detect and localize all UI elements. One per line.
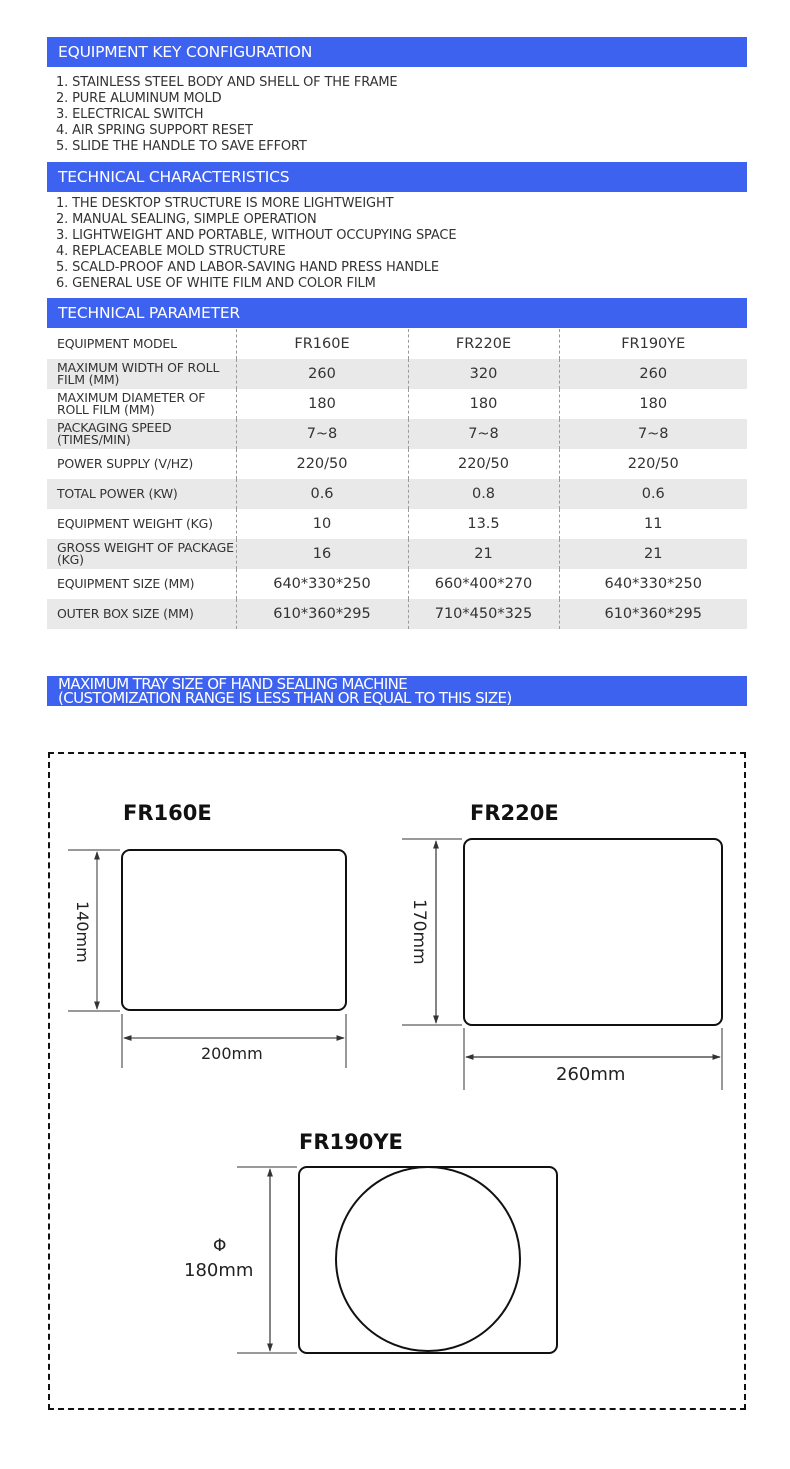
- cell-value: 180: [639, 396, 668, 412]
- cell-value: FR190YE: [621, 336, 686, 352]
- row-label: EQUIPMENT SIZE (MM): [47, 569, 236, 599]
- list-item: 2. PURE ALUMINUM MOLD: [56, 91, 222, 106]
- fr160e-height-label: 140mm: [73, 901, 92, 963]
- cell-value: 16: [236, 539, 408, 569]
- cell-value: 220/50: [236, 449, 408, 479]
- cell-value: 640*330*250: [604, 576, 703, 592]
- cell-value: 21: [408, 539, 559, 569]
- cell-value: 7~8: [559, 419, 747, 449]
- section-header-technical-characteristics: TECHNICAL CHARACTERISTICS: [47, 162, 747, 192]
- cell-value: 11: [644, 516, 663, 532]
- row-label: POWER SUPPLY (V/HZ): [47, 449, 236, 479]
- diameter-symbol: Φ: [213, 1236, 227, 1256]
- cell-value: 0.8: [408, 479, 559, 509]
- list-item: 1. STAINLESS STEEL BODY AND SHELL OF THE FRAME: [56, 75, 398, 90]
- row-label: MAXIMUM WIDTH OF ROLL FILM (MM): [47, 359, 236, 389]
- cell-value: 220/50: [408, 449, 559, 479]
- row-label: TOTAL POWER (KW): [47, 479, 236, 509]
- cell-value: 260: [236, 359, 408, 389]
- fr220e-height-label: 170mm: [409, 899, 429, 965]
- cell-value: 10: [236, 509, 408, 539]
- section-header-technical-parameter: TECHNICAL PARAMETER: [47, 298, 747, 328]
- fr160e-title: FR160E: [123, 801, 212, 825]
- cell-value: 610*360*295: [236, 599, 408, 629]
- list-item: 5. SLIDE THE HANDLE TO SAVE EFFORT: [56, 139, 307, 154]
- cell-value: 640*330*250: [236, 569, 408, 599]
- cell-value: 610*360*295: [559, 599, 747, 629]
- list-item: 5. SCALD-PROOF AND LABOR-SAVING HAND PRESS HANDLE: [56, 260, 439, 275]
- list-item: 2. MANUAL SEALING, SIMPLE OPERATION: [56, 212, 317, 227]
- cell-value: 710*450*325: [408, 599, 559, 629]
- list-item: 3. LIGHTWEIGHT AND PORTABLE, WITHOUT OCCUPYING SPACE: [56, 228, 457, 243]
- list-item: 4. REPLACEABLE MOLD STRUCTURE: [56, 244, 286, 259]
- cell-value: 21: [559, 539, 747, 569]
- cell-value: 220/50: [627, 456, 679, 472]
- cell-value: 7~8: [236, 419, 408, 449]
- cell-value: 180: [236, 389, 408, 419]
- cell-value: 7~8: [408, 419, 559, 449]
- fr220e-drawing: [402, 839, 722, 1090]
- cell-value: FR220E: [408, 329, 559, 359]
- cell-value: 180: [408, 389, 559, 419]
- list-item: 3. ELECTRICAL SWITCH: [56, 107, 204, 122]
- fr190ye-drawing: [237, 1167, 557, 1353]
- fr220e-width-label: 260mm: [556, 1064, 626, 1085]
- row-label: EQUIPMENT WEIGHT (KG): [47, 509, 236, 539]
- row-label: OUTER BOX SIZE (MM): [47, 599, 236, 629]
- cell-value: 0.6: [236, 479, 408, 509]
- list-item: 1. THE DESKTOP STRUCTURE IS MORE LIGHTWEIGHT: [56, 196, 394, 211]
- fr190ye-title: FR190YE: [299, 1130, 403, 1154]
- list-item: 4. AIR SPRING SUPPORT RESET: [56, 123, 253, 138]
- cell-value: 320: [408, 359, 559, 389]
- section-header-key-configuration: EQUIPMENT KEY CONFIGURATION: [47, 37, 747, 67]
- fr190ye-diameter-label: 180mm: [184, 1260, 254, 1281]
- row-label: EQUIPMENT MODEL: [47, 329, 236, 359]
- cell-value: FR160E: [236, 329, 408, 359]
- fr160e-width-label: 200mm: [201, 1044, 263, 1063]
- cell-value: 0.6: [559, 479, 747, 509]
- row-label: GROSS WEIGHT OF PACKAGE (KG): [47, 539, 236, 569]
- row-label: PACKAGING SPEED (TIMES/MIN): [47, 419, 236, 449]
- cell-value: 13.5: [408, 509, 559, 539]
- fr220e-title: FR220E: [470, 801, 559, 825]
- fr160e-drawing: [68, 850, 346, 1068]
- tray-size-title: MAXIMUM TRAY SIZE OF HAND SEALING MACHINE: [58, 675, 408, 693]
- list-item: 6. GENERAL USE OF WHITE FILM AND COLOR FILM: [56, 276, 376, 291]
- cell-value: 660*400*270: [408, 569, 559, 599]
- row-label: MAXIMUM DIAMETER OF ROLL FILM (MM): [47, 389, 236, 419]
- cell-value: 260: [559, 359, 747, 389]
- tray-size-subtitle: (CUSTOMIZATION RANGE IS LESS THAN OR EQUAL TO THIS SIZE): [58, 689, 512, 707]
